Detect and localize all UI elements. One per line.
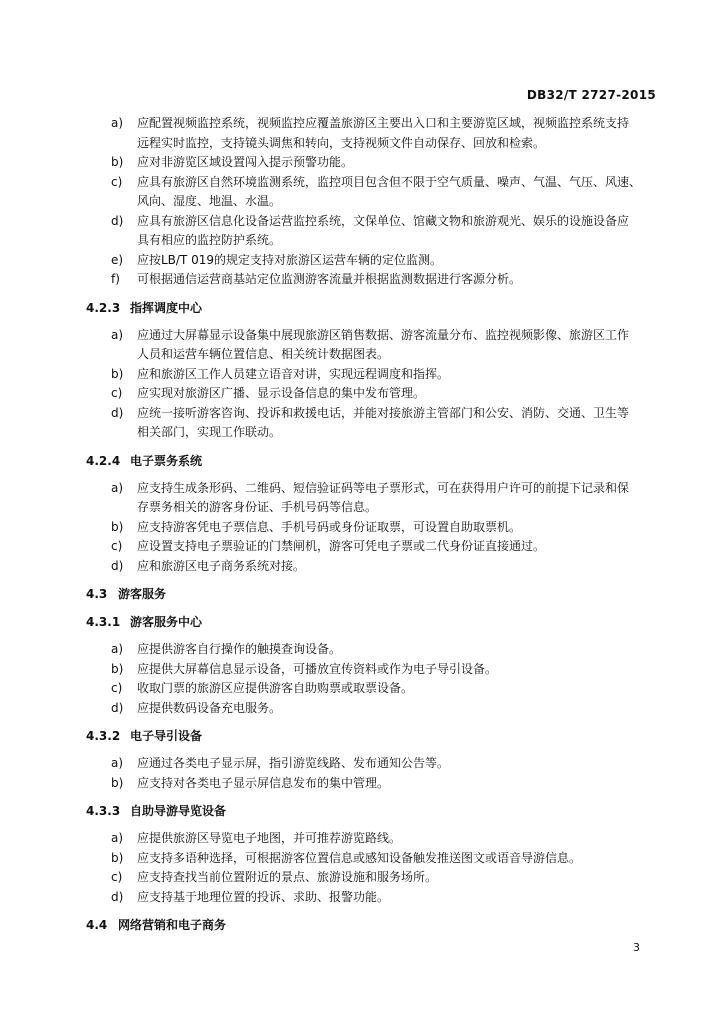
list-item: [86, 326, 662, 365]
section-heading: [86, 726, 662, 746]
section-number: 4.3: [86, 587, 108, 601]
section-heading: [86, 298, 662, 318]
list-item-text: 应具有旅游区自然环境监测系统，监控项目包含但不限于空气质量、噪声、气温、气压、风速、: [137, 174, 642, 189]
list-item-text: 可根据通信运营商基站定位监测游客流量并根据监测数据进行客源分析。: [137, 272, 522, 286]
list-item-marker: c): [111, 870, 123, 884]
list-item-text: 应和旅游区工作人员建立语音对讲，实现远程调度和指挥。: [137, 366, 450, 381]
document-body: [86, 114, 662, 943]
list-item: [86, 153, 662, 173]
section-number: 4.4: [86, 918, 108, 932]
list-item-text: 应实现对旅游区广播、显示设备信息的集中发布管理。: [137, 386, 426, 400]
list-item: [86, 270, 662, 290]
list-item: [86, 660, 662, 680]
list-item: [86, 173, 662, 212]
list-item-text: 应支持游客凭电子票信息、手机号码或身份证取票，可设置自助取票机。: [137, 519, 522, 534]
list-item: [86, 251, 662, 271]
list-item-marker: a): [111, 480, 124, 495]
section-heading: [86, 451, 662, 471]
list-item: [86, 479, 662, 518]
section-title: 电子导引设备: [130, 729, 203, 743]
section-heading: [86, 584, 662, 604]
list-item-text: 应统一接听游客咨询、投诉和救援电话，并能对接旅游主管部门和公安、消防、交通、卫生等: [137, 405, 630, 420]
list-item-text-continued: 具有相应的监控防护系统。: [137, 233, 282, 247]
list-item: [86, 114, 662, 153]
list-item-text: 应提供游客自行操作的触摸查询设备。: [137, 642, 342, 656]
list-item-text: 应提供大屏幕信息显示设备，可播放宣传资料或作为电子导引设备。: [137, 661, 498, 676]
list-item-text: 应通过各类电子显示屏，指引游览线路、发布通知公告等。: [137, 756, 450, 770]
section-heading: [86, 801, 662, 821]
list-item: [86, 849, 662, 869]
list-item-marker: d): [111, 700, 124, 715]
section-heading: [86, 612, 662, 632]
list-item-text: 应通过大屏幕显示设备集中展现旅游区销售数据、游客流量分布、监控视频影像、旅游区工作: [137, 327, 630, 342]
list-item-text: 应支持对各类电子显示屏信息发布的集中管理。: [137, 775, 390, 790]
list-item: [86, 212, 662, 251]
section-number: 4.3.3: [86, 804, 121, 818]
list-item-marker: b): [111, 661, 124, 676]
list-item: [86, 829, 662, 849]
list-item-text: 应支持查找当前位置附近的景点、旅游设施和服务场所。: [137, 870, 438, 884]
list-item-marker: a): [111, 327, 124, 342]
list-item-marker: a): [111, 642, 124, 656]
list-item: [86, 699, 662, 719]
list-item: [86, 754, 662, 774]
list-item: [86, 384, 662, 404]
list-item-text-continued: 相关部门，实现工作联动。: [137, 425, 282, 439]
section-number: 4.3.1: [86, 615, 121, 629]
list-item-text: 应支持多语种选择，可根据游客位置信息或感知设备触发推送图文或语音导游信息。: [137, 850, 582, 865]
section-title: 游客服务: [118, 587, 167, 601]
section-title: 电子票务系统: [130, 453, 203, 468]
section-title: 游客服务中心: [130, 615, 203, 629]
list-item-marker: b): [111, 775, 124, 790]
list-item: [86, 518, 662, 538]
list-item-text: 应支持基于地理位置的投诉、求助、报警功能。: [137, 889, 390, 904]
list-item: [86, 557, 662, 577]
list-item-marker: a): [111, 116, 124, 130]
list-item-marker: c): [111, 539, 123, 553]
list-item-text: 应按LB/T 019的规定支持对旅游区运营车辆的定位监测。: [137, 252, 443, 267]
list-item-marker: b): [111, 366, 124, 381]
list-item-marker: c): [111, 174, 123, 189]
section-title: 网络营销和电子商务: [118, 918, 227, 932]
list-item: [86, 640, 662, 660]
list-item-text: 应支持生成条形码、二维码、短信验证码等电子票形式，可在获得用户许可的前提下记录和保: [137, 480, 630, 495]
list-item-text-continued: 人员和运营车辆位置信息、相关统计数据图表。: [137, 347, 390, 361]
list-item-marker: e): [111, 252, 124, 267]
list-item-marker: d): [111, 889, 124, 904]
section-number: 4.3.2: [86, 729, 121, 743]
list-item-text: 应配置视频监控系统，视频监控应覆盖旅游区主要出入口和主要游览区域，视频监控系统支持: [137, 116, 630, 130]
section-heading: [86, 915, 662, 935]
document-code: DB32/T 2727-2015: [526, 88, 656, 102]
list-item-text-continued: 远程实时监控，支持镜头调焦和转向，支持视频文件自动保存、回放和检索。: [137, 135, 546, 150]
list-item-text: 应具有旅游区信息化设备运营监控系统，文保单位、馆藏文物和旅游观光、娱乐的设施设备应: [137, 213, 630, 228]
section-number: 4.2.4: [86, 453, 121, 468]
list-item-marker: b): [111, 155, 124, 169]
list-item: [86, 537, 662, 557]
list-item-text: 应提供旅游区导览电子地图，并可推荐游览路线。: [137, 831, 402, 845]
section-number: 4.2.3: [86, 300, 121, 315]
list-item-marker: d): [111, 213, 124, 228]
list-item: [86, 888, 662, 908]
list-item-marker: a): [111, 756, 124, 770]
list-item-marker: c): [111, 681, 123, 695]
list-item-text-continued: 风向、湿度、地温、水温。: [137, 194, 282, 208]
list-item: [86, 868, 662, 888]
list-item-marker: c): [111, 386, 123, 400]
list-item-text: 应对非游览区域设置闯入提示预警功能。: [137, 155, 354, 169]
list-item-text: 收取门票的旅游区应提供游客自助购票或取票设备。: [137, 681, 414, 695]
list-item-text-continued: 存票务相关的游客身份证、手机号码等信息。: [137, 500, 378, 514]
list-item-text: 应提供数码设备充电服务。: [137, 700, 282, 715]
list-item-text: 应和旅游区电子商务系统对接。: [137, 558, 306, 573]
list-item-text: 应设置支持电子票验证的门禁闸机，游客可凭电子票或二代身份证直接通过。: [137, 539, 546, 553]
list-item-marker: f): [111, 272, 120, 286]
section-title: 自助导游导览设备: [130, 804, 227, 818]
list-item-marker: b): [111, 519, 124, 534]
list-item: [86, 679, 662, 699]
list-item: [86, 404, 662, 443]
list-item: [86, 774, 662, 794]
list-item: [86, 365, 662, 385]
list-item-marker: d): [111, 405, 124, 420]
list-item-marker: d): [111, 558, 124, 573]
list-item-marker: b): [111, 850, 124, 865]
list-item-marker: a): [111, 831, 124, 845]
section-title: 指挥调度中心: [130, 300, 203, 315]
page-number: 3: [633, 941, 640, 954]
